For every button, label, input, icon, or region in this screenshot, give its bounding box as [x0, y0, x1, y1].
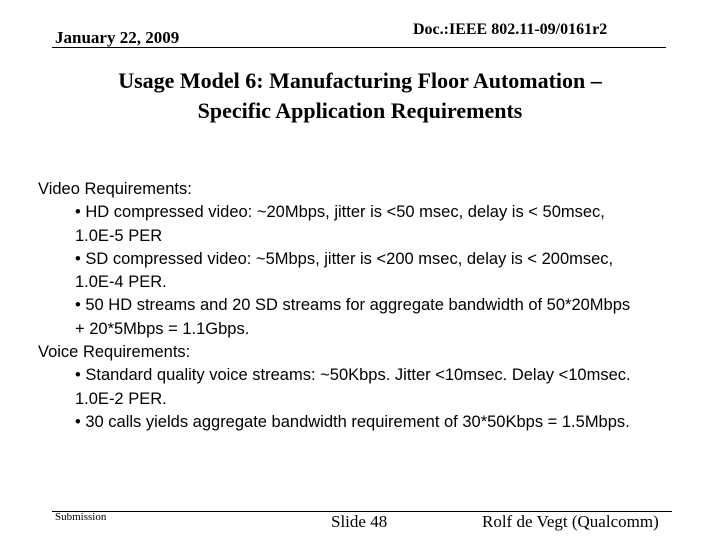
video-item-aggregate-line-1: • 50 HD streams and 20 SD streams for aggregate bandwidth of 50*20Mbps — [75, 296, 631, 315]
video-requirements-heading: Video Requirements: — [38, 180, 192, 198]
video-item-sd-line-1: • SD compressed video: ~5Mbps, jitter is <200 msec, delay is < 200msec, — [75, 249, 614, 268]
header-divider — [52, 47, 666, 48]
voice-item-quality-line-2: 1.0E-2 PER. — [75, 389, 167, 408]
header-date: January 22, 2009 — [55, 28, 180, 47]
header-doc-id: Doc.:IEEE 802.11-09/0161r2 — [413, 21, 608, 38]
video-item-sd-line-2: 1.0E-4 PER. — [75, 273, 167, 292]
footer-author: Rolf de Vegt (Qualcomm) — [482, 512, 659, 531]
slide-title — [0, 66, 720, 126]
video-item-hd-line-1: • HD compressed video: ~20Mbps, jitter is <50 msec, delay is < 50msec, — [75, 203, 605, 222]
voice-item-quality-line-1: • Standard quality voice streams: ~50Kbps. Jitter <10msec. Delay <10msec. — [75, 366, 631, 385]
slide-title-line-1: Usage Model 6: Manufacturing Floor Automation – — [118, 68, 602, 93]
footer-slide-number: Slide 48 — [331, 512, 388, 531]
voice-item-calls-line-1: • 30 calls yields aggregate bandwidth requirement of 30*50Kbps = 1.5Mbps. — [75, 412, 630, 431]
slide-title-line-2: Specific Application Requirements — [197, 98, 523, 123]
video-item-aggregate-line-2: + 20*5Mbps = 1.1Gbps. — [75, 319, 250, 338]
slide-body — [38, 178, 698, 434]
voice-requirements-heading: Voice Requirements: — [38, 343, 191, 362]
video-item-hd-line-2: 1.0E-5 PER — [75, 226, 163, 245]
footer-submission: Submission — [55, 511, 107, 523]
